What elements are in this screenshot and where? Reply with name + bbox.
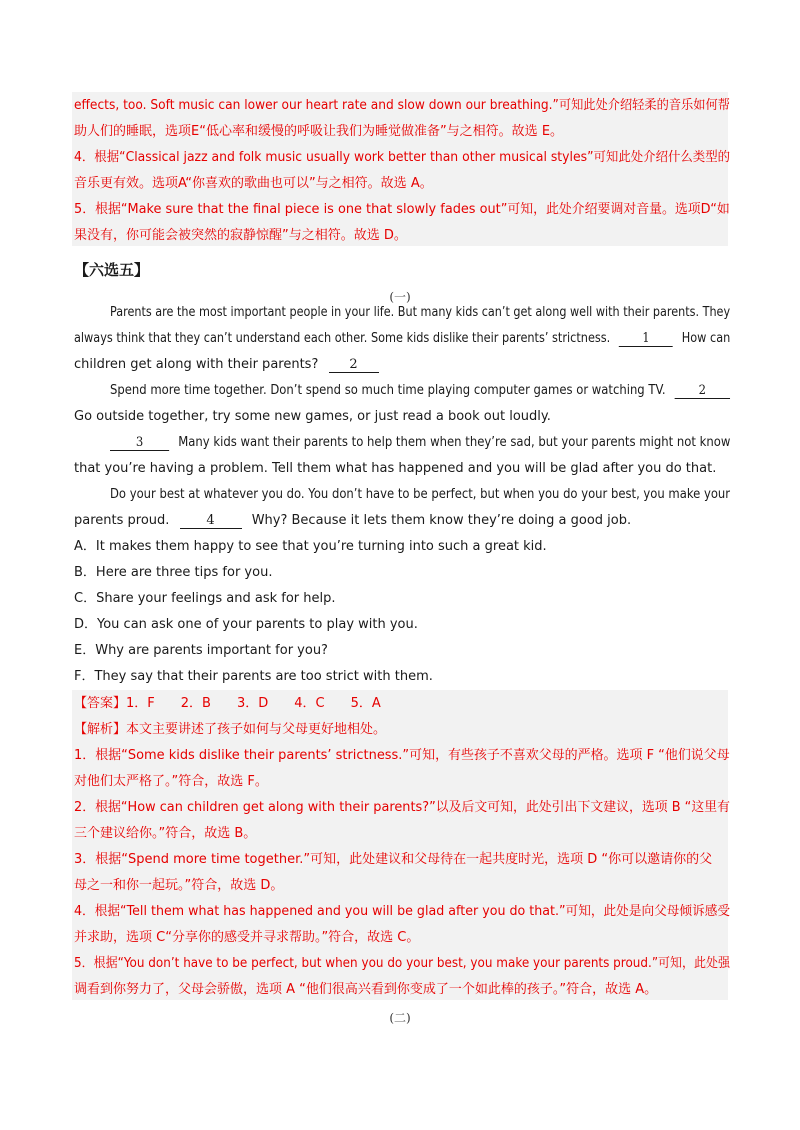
answer-label: 【答案】 (74, 696, 127, 711)
option-d: D．You can ask one of your parents to play with you. (74, 617, 418, 632)
analysis-line: 5．根据“You don’t have to be perfect, but when you do your best, you make your parents proud.”可知，此处强 (74, 956, 731, 971)
passage-line (110, 434, 730, 452)
blank-3: 3 (110, 435, 169, 451)
analysis-line: 1．根据“Some kids dislike their parents’ strictness.”可知，有些孩子不喜欢父母的严格。选项 F “他们说父母 (74, 748, 730, 763)
passage-line: Do your best at whatever you do. You don’t have to be perfect, but when you do your best, you make your (110, 487, 731, 502)
passage-text: always think that they can’t understand each other. Some kids dislike their parents’ strictness. (74, 331, 611, 346)
section-heading: 【六选五】 (74, 261, 150, 279)
explanation-line: 果没有，你可能会被突然的寂静惊醒”与之相符。故选 D。 (74, 228, 407, 243)
analysis-line (74, 721, 386, 739)
analysis-line: 对他们太严格了。”符合，故选 F。 (74, 774, 268, 789)
blank-2-repeat: 2 (675, 383, 730, 399)
option-e: E．Why are parents important for you? (74, 643, 328, 658)
passage-text: parents proud. (74, 513, 170, 528)
explanation-line: 5．根据“Make sure that the final piece is one that slowly fades out”可知，此处介绍要调对音量。选项D“如 (74, 202, 730, 217)
option-b: B．Here are three tips for you. (74, 565, 273, 580)
explanation-line: 音乐更有效。选项A“你喜欢的歌曲也可以”与之相符。故选 A。 (74, 176, 433, 191)
analysis-line: 4．根据“Tell them what has happened and you will be glad after you do that.”可知，此处是向父母倾诉感受 (74, 904, 731, 919)
analysis-line: 母之一和你一起玩。”符合，故选 D。 (74, 878, 284, 893)
analysis-line: 三个建议给你。”符合，故选 B。 (74, 826, 257, 841)
analysis-line: 调看到你努力了，父母会骄傲，选项 A “他们很高兴看到你变成了一个如此棒的孩子。”符合，故选 A。 (74, 982, 658, 997)
passage-line (74, 356, 379, 374)
passage-text: children get along with their parents? (74, 357, 319, 372)
analysis-intro: 本文主要讲述了孩子如何与父母更好地相处。 (126, 722, 387, 737)
passage-line (74, 330, 730, 348)
answer-line (74, 695, 381, 713)
analysis-line: 并求助，选项 C“分享你的感受并寻求帮助。”符合，故选 C。 (74, 930, 420, 945)
explanation-line: effects, too. Soft music can lower our heart rate and slow down our breathing.”可知此处介绍轻柔的音乐如何帮 (74, 98, 730, 113)
passage-text: Spend more time together. Don’t spend so much time playing computer games or watching TV. (110, 383, 666, 398)
passage-line (110, 382, 730, 400)
answer-text: 1．F 2．B 3．D 4．C 5．A (126, 696, 381, 711)
analysis-line: 2．根据“How can children get along with their parents?”以及后文可知，此处引出下文建议，选项 B “这里有 (74, 800, 730, 815)
blank-2: 2 (329, 357, 379, 373)
passage-line (74, 512, 631, 530)
passage-label: (一) (389, 290, 411, 304)
explanation-line: 4．根据“Classical jazz and folk music usually work better than other musical styles”可知此处介绍什么类型的 (74, 150, 731, 165)
option-f: F．They say that their parents are too strict with them. (74, 669, 433, 684)
explanation-line: 助人们的睡眠，选项E“低心率和缓慢的呼吸让我们为睡觉做准备”与之相符。故选 E。 (74, 124, 564, 139)
passage-line: Go outside together, try some new games, or just read a book out loudly. (74, 409, 551, 424)
passage-line: that you’re having a problem. Tell them what has happened and you will be glad after you do that. (74, 461, 717, 476)
blank-1: 1 (619, 331, 673, 347)
passage-text: How can (681, 331, 731, 346)
blank-4: 4 (180, 513, 242, 529)
passage-text: Why? Because it lets them know they’re doing a good job. (251, 513, 632, 528)
option-a: A．It makes them happy to see that you’re turning into such a great kid. (74, 539, 547, 554)
analysis-line: 3．根据“Spend more time together.”可知，此处建议和父母待在一起共度时光，选项 D “你可以邀请你的父 (74, 852, 713, 867)
option-c: C．Share your feelings and ask for help. (74, 591, 336, 606)
passage-text: Many kids want their parents to help them when they’re sad, but your parents might not know (178, 435, 731, 450)
passage-line: Parents are the most important people in your life. But many kids can’t get along well with their parents. They (110, 305, 731, 320)
next-passage-label: (二) (389, 1011, 411, 1025)
analysis-label: 【解析】 (74, 722, 127, 737)
explanation-block-top (72, 92, 731, 246)
